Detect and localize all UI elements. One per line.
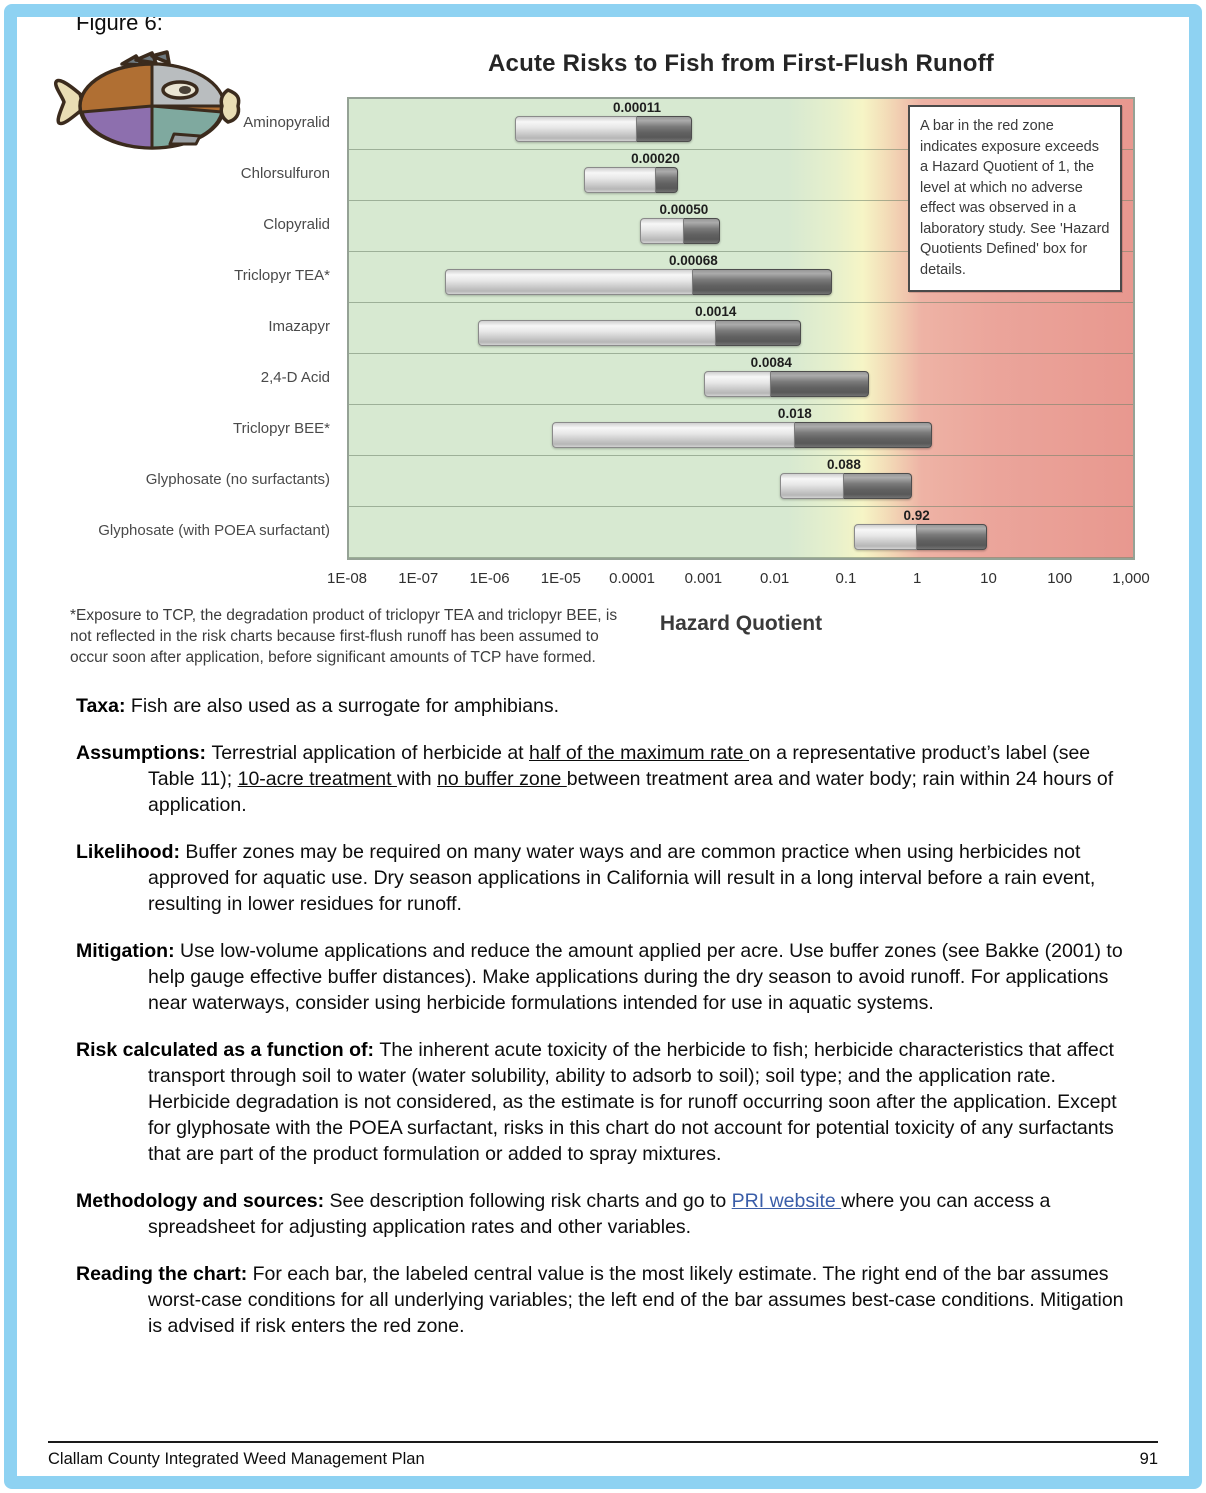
category-label: Chlorsulfuron [240,164,330,182]
pri-website-link[interactable]: PRI website [731,1190,842,1212]
bar-central-value-label: 0.00068 [669,253,718,268]
category-label: Triclopyr TEA* [234,266,330,284]
bar-best-to-central-segment [584,167,655,193]
note-risk-function [76,1037,1140,1167]
bar-central-to-worst-segment [637,116,692,142]
category-label: 2,4-D Acid [260,368,330,386]
x-axis-tick-label: 10 [980,570,997,587]
red-zone-annotation-text: A bar in the red zone indicates exposure exceeds a Hazard Quotient of 1, the level at which no adverse effect was observed in a laboratory study. See 'Hazard Quotients Defined' box for details. [920,118,1110,279]
bar-central-value-label: 0.088 [827,457,861,472]
bar-central-to-worst-segment [795,422,932,448]
x-axis-tick-label: 1E-06 [469,570,510,587]
note-methodology [76,1188,1140,1240]
bar-central-to-worst-segment [917,524,988,550]
note-text: 10-acre treatment [237,768,397,790]
x-axis-tick-label: 0.01 [760,570,790,587]
note-text: Fish are also used as a surrogate for amphibians. [130,695,560,717]
bar-best-to-central-segment [552,422,795,448]
bar-central-value-label: 0.0014 [695,304,737,319]
note-text: between treatment area and water body; rain within 24 hours of application. [148,768,1114,816]
category-label: Glyphosate (with POEA surfactant) [98,521,330,539]
x-axis-tick-label: 0.0001 [609,570,656,587]
x-axis-tick-label: 1E-05 [540,570,581,587]
x-axis-title: Hazard Quotient [659,612,823,635]
footer-document-title: Clallam County Integrated Weed Management Plan [48,1450,425,1468]
note-text: with [396,768,438,790]
footer-page-number: 91 [1139,1450,1158,1468]
bar-central-value-label: 0.00011 [613,100,662,115]
bar-central-value-label: 0.0084 [750,355,792,370]
note-text: where you can access a spreadsheet for adjusting application rates and other variables. [148,1190,1051,1238]
note-label: Assumptions: [76,742,212,764]
bar-central-to-worst-segment [771,371,869,397]
note-text: Use low-volume applications and reduce the amount applied per acre. Use buffer zones (see Bakke (2001) to help gauge effective buffer distances). Make applications during the dry season to avoid runoff. For applications near waterways, consider using herbicide formulations intended for use in aquatic systems. [148,940,1123,1014]
note-label: Reading the chart: [76,1263,253,1285]
note-label: Mitigation: [76,940,180,962]
note-label: Likelihood: [76,841,186,863]
note-label: Taxa: [76,695,131,717]
x-axis-tick-label: 100 [1047,570,1073,587]
chart-row [349,507,1133,558]
bar-best-to-central-segment [854,524,917,550]
chart-row [349,456,1133,507]
bar-best-to-central-segment [704,371,771,397]
bar-best-to-central-segment [515,116,638,142]
bar-central-to-worst-segment [684,218,720,244]
note-reading [76,1261,1140,1339]
bar-central-to-worst-segment [844,473,912,499]
bar-central-value-label: 0.92 [903,508,930,523]
note-assumptions [76,740,1140,818]
bar-best-to-central-segment [445,269,694,295]
chart-footnote: *Exposure to TCP, the degradation product of triclopyr TEA and triclopyr BEE, is not reflected in the risk charts because first-flush runoff has been assumed to occur soon after application, before significant amounts of TCP have formed. [70,607,618,666]
category-label: Triclopyr BEE* [233,419,330,437]
note-text: on a representative product’s label (see Table 11); [148,742,1091,790]
x-axis-tick-label: 0.1 [835,570,857,587]
page-footer [48,1441,1158,1469]
chart-x-axis [326,570,1150,592]
x-axis-tick-label: 0.001 [684,570,723,587]
note-text: See description following risk charts and go to [329,1190,732,1212]
x-axis-tick-label: 1 [913,570,922,587]
note-likelihood [76,839,1140,917]
notes-section [76,693,1140,1360]
red-zone-annotation-box [908,105,1122,292]
category-label: Imazapyr [268,317,330,335]
bar-central-value-label: 0.018 [777,406,812,421]
bar-central-value-label: 0.00050 [659,202,709,217]
note-text: half of the maximum rate [529,742,750,764]
bar-best-to-central-segment [780,473,844,499]
bar-best-to-central-segment [640,218,684,244]
bar-central-to-worst-segment [716,320,801,346]
note-label: Risk calculated as a function of: [76,1039,380,1061]
note-text: The inherent acute toxicity of the herbicide to fish; herbicide characteristics that affect transport through soil to water (water solubility, ability to adsorb to soil); soil type; and the application rate. Herbicide degradation is not considered, as the estimate is for runoff occurring soon after the application. Except for glyphosate with the POEA surfactant, risks in this chart do not account for potential toxicity of any surfactants that are part of the product formulation or added to spray mixtures. [148,1039,1117,1165]
bar-central-to-worst-segment [693,269,832,295]
category-label: Aminopyralid [243,113,330,131]
note-text: no buffer zone [437,768,567,790]
note-text: Terrestrial application of herbicide at [211,742,530,764]
category-label: Clopyralid [263,215,330,233]
note-text: For each bar, the labeled central value is the most likely estimate. The right end of the bar assumes worst-case conditions for all underlying variables; the left end of the bar assumes best-case conditions. Mitigation is advised if risk enters the red zone. [148,1263,1124,1337]
note-mitigation [76,938,1140,1016]
bar-best-to-central-segment [478,320,716,346]
chart-title: Acute Risks to Fish from First-Flush Runoff [488,50,994,77]
category-label: Glyphosate (no surfactants) [145,470,330,488]
bar-central-to-worst-segment [656,167,678,193]
note-text: Buffer zones may be required on many water ways and are common practice when using herbicides not approved for aquatic use. Dry season applications in California will result in a long interval before a rain event, resulting in lower residues for runoff. [148,841,1096,915]
note-label: Methodology and sources: [76,1190,330,1212]
note-taxa [76,693,1140,719]
bar-central-value-label: 0.00020 [631,151,680,166]
x-axis-tick-label: 1E-08 [326,570,368,587]
chart-category-labels [30,97,338,560]
figure-label: Figure 6: [76,10,163,35]
x-axis-tick-label: 1E-07 [398,570,439,587]
x-axis-tick-label: 1,000 [1112,570,1150,587]
